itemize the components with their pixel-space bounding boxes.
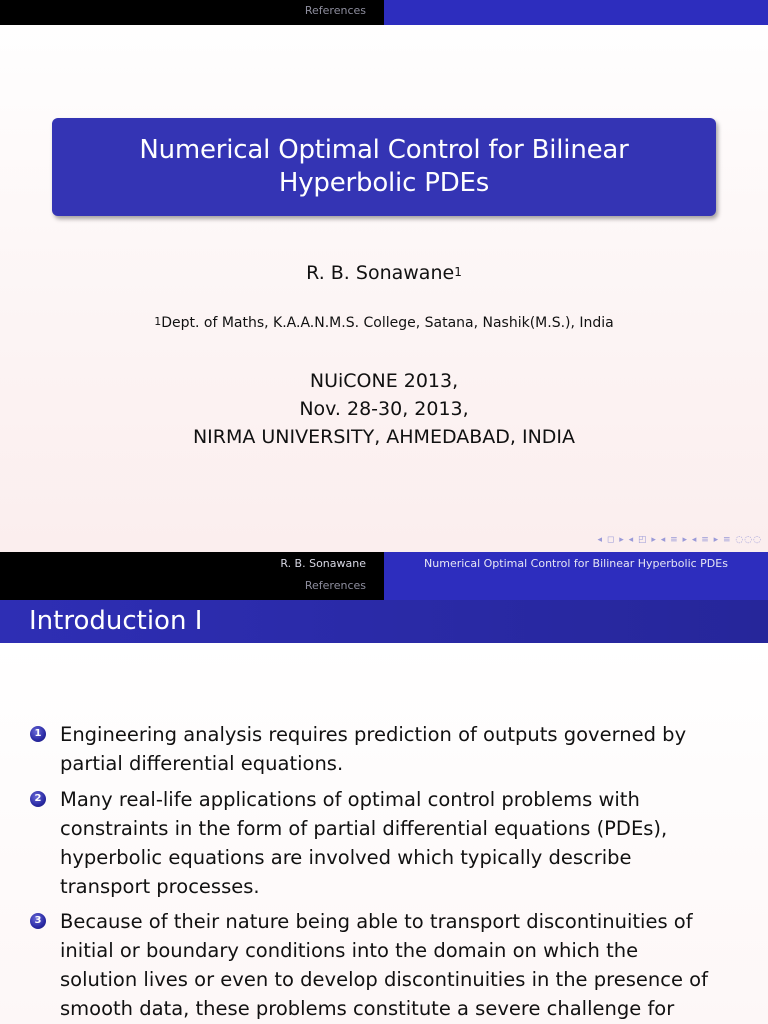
text-line: transport processes. xyxy=(60,875,260,898)
author-line xyxy=(0,262,768,284)
text-line: partial differential equations. xyxy=(60,752,344,775)
footer-section-link[interactable]: References xyxy=(304,579,366,592)
text-line: Engineering analysis requires prediction of outputs governed by xyxy=(60,723,687,746)
conference-name: NUiCONE 2013, xyxy=(309,370,459,392)
footer-title: Numerical Optimal Control for Bilinear Hyperbolic PDEs xyxy=(424,557,728,570)
numbered-bullet-icon: 2 xyxy=(30,791,46,807)
conference-venue: NIRMA UNIVERSITY, AHMEDABAD, INDIA xyxy=(192,426,576,448)
text-line: smooth data, these problems constitute a severe challenge for xyxy=(60,997,675,1020)
text-line: Many real-life applications of optimal control problems with xyxy=(60,788,640,811)
footer-left-panel xyxy=(0,552,384,600)
slide-footer xyxy=(0,552,768,600)
numbered-bullet-icon: 3 xyxy=(30,913,46,929)
footer-right-panel xyxy=(384,552,768,600)
list-item-text xyxy=(60,907,740,1023)
numbered-bullet-icon: 1 xyxy=(30,726,46,742)
author-superscript: 1 xyxy=(454,265,462,279)
text-line: hyperbolic equations are involved which typically describe xyxy=(60,846,632,869)
footer-author: R. B. Sonawane xyxy=(280,557,366,570)
header-left-panel xyxy=(0,0,384,25)
beamer-navigation-icons[interactable]: ◂ ◻ ▸ ◂ ◰ ▸ ◂ ≡ ▸ ◂ ≡ ▸ ≡ ◌◌◌ xyxy=(597,535,762,545)
affiliation-text: Dept. of Maths, K.A.A.N.M.S. College, Satana, Nashik(M.S.), India xyxy=(161,315,614,331)
affiliation-superscript: 1 xyxy=(154,315,162,328)
header-section-link[interactable]: References xyxy=(304,4,366,17)
frame-title: Introduction I xyxy=(29,606,203,636)
header-right-panel xyxy=(384,0,768,25)
presentation-title: Numerical Optimal Control for Bilinear Hyperbolic PDEs xyxy=(139,135,629,198)
affiliation-line xyxy=(0,315,768,331)
top-header-bar xyxy=(0,0,768,25)
text-line: Because of their nature being able to transport discontinuities of xyxy=(60,910,693,933)
text-line: initial or boundary conditions into the domain on which the xyxy=(60,939,639,962)
conference-dates: Nov. 28-30, 2013, xyxy=(299,398,469,420)
presentation-title-box xyxy=(52,118,716,216)
text-line: solution lives or even to develop discontinuities in the presence of xyxy=(60,968,708,991)
author-name: R. B. Sonawane xyxy=(306,262,455,284)
list-item-text xyxy=(60,720,740,778)
frame-title-bar xyxy=(0,600,768,643)
conference-info xyxy=(0,367,768,451)
text-line: constraints in the form of partial differential equations (PDEs), xyxy=(60,817,668,840)
list-item-text xyxy=(60,785,740,901)
